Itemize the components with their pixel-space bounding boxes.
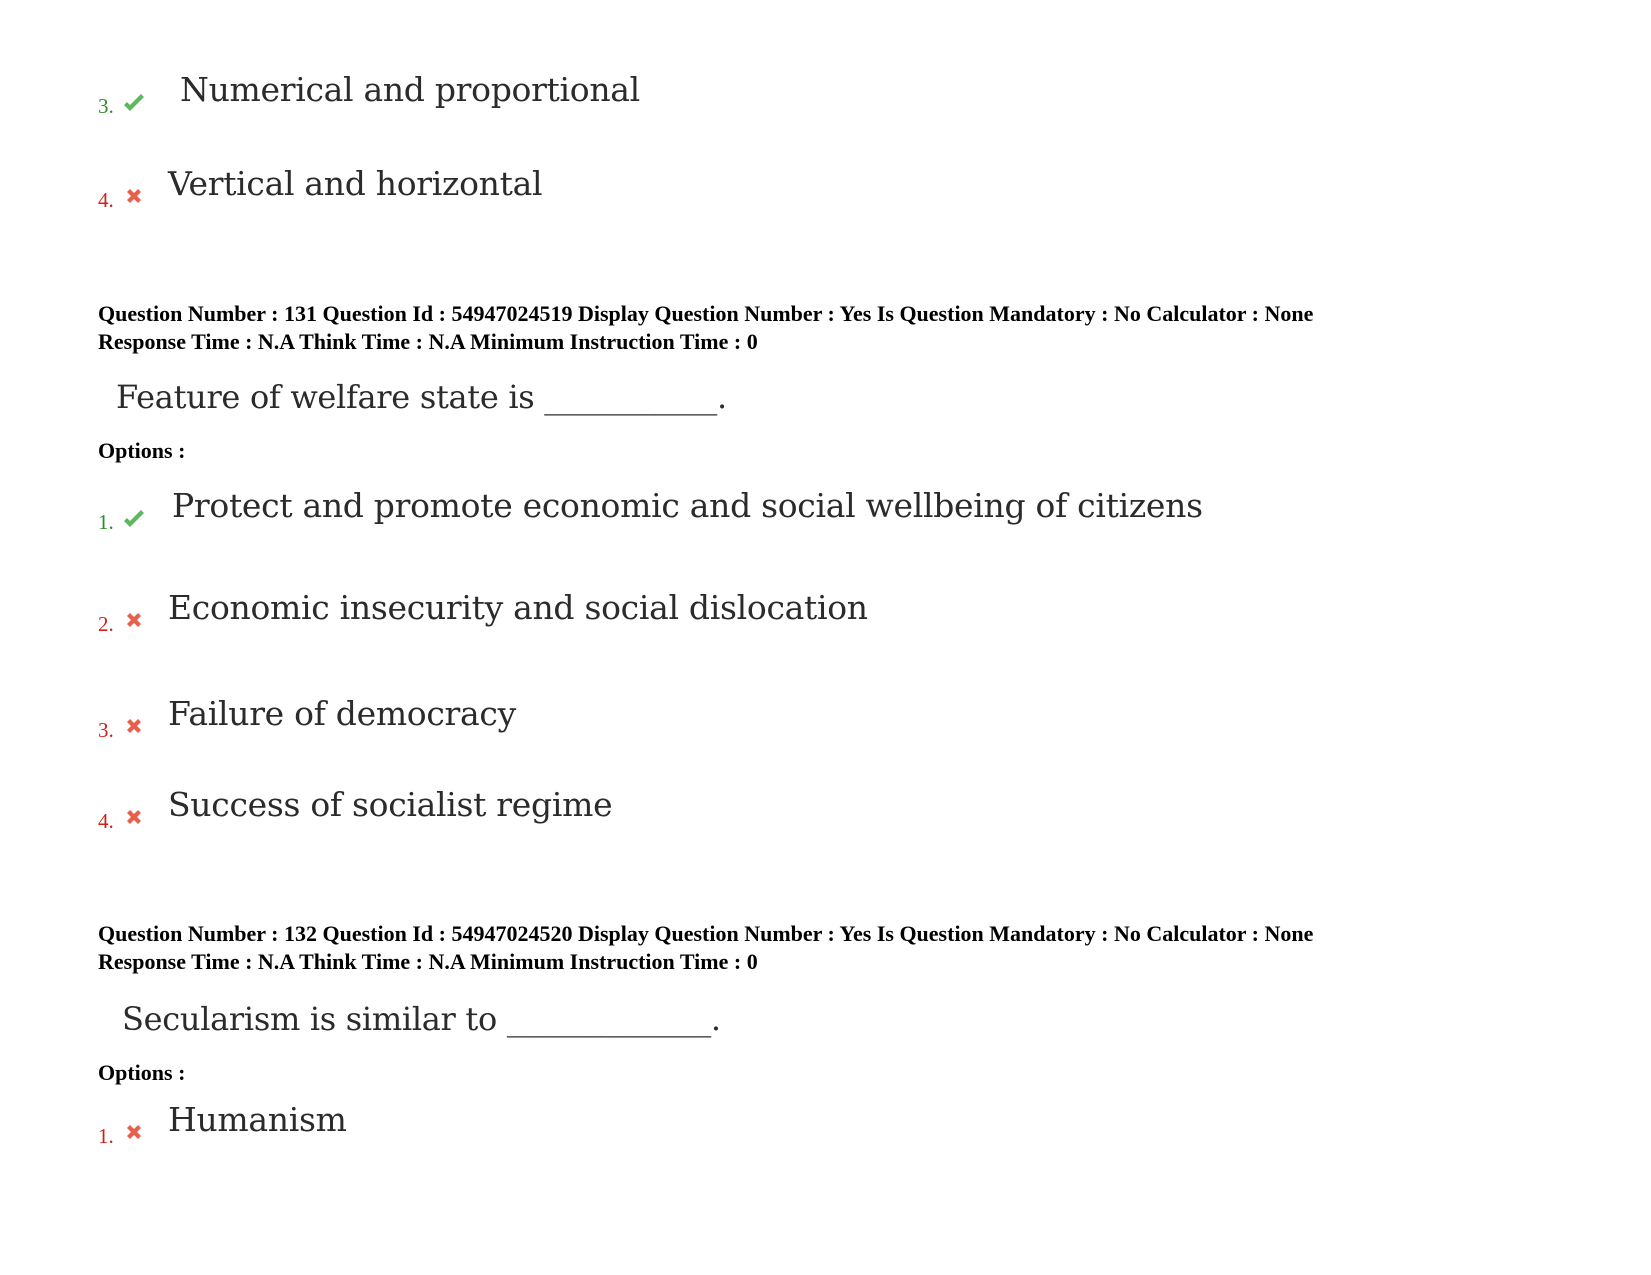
question-meta-line1: Question Number : 131 Question Id : 54947024519 Display Question Number : Yes Is Question Mandatory : No Calculator : None	[98, 301, 1314, 326]
option-text: Vertical and horizontal	[168, 164, 543, 203]
cross-icon	[124, 807, 148, 831]
option-number: 4.	[98, 809, 114, 833]
option-number: 3.	[98, 94, 114, 118]
options-label: Options :	[98, 1060, 186, 1085]
question-meta	[98, 920, 1313, 976]
cross-icon	[124, 186, 148, 210]
option-text: Numerical and proportional	[180, 70, 640, 109]
option-text: Failure of democracy	[168, 694, 516, 733]
question-meta-line2: Response Time : N.A Think Time : N.A Minimum Instruction Time : 0	[98, 949, 758, 974]
option-number: 1.	[98, 510, 114, 534]
option-text: Economic insecurity and social dislocation	[168, 588, 868, 627]
question-meta-line2: Response Time : N.A Think Time : N.A Minimum Instruction Time : 0	[98, 329, 758, 354]
option-number: 2.	[98, 612, 114, 636]
question-text: Secularism is similar to _____________.	[122, 1000, 721, 1038]
question-meta	[98, 300, 1313, 356]
option-number: 1.	[98, 1124, 114, 1148]
option-number: 4.	[98, 188, 114, 212]
option-text: Protect and promote economic and social wellbeing of citizens	[172, 486, 1203, 525]
cross-icon	[124, 716, 148, 740]
check-icon	[122, 92, 146, 116]
question-meta-line1: Question Number : 132 Question Id : 54947024520 Display Question Number : Yes Is Question Mandatory : No Calculator : None	[98, 921, 1314, 946]
option-text: Humanism	[168, 1100, 347, 1139]
option-text: Success of socialist regime	[168, 785, 613, 824]
cross-icon	[124, 610, 148, 634]
check-icon	[122, 508, 146, 532]
cross-icon	[124, 1122, 148, 1146]
options-label: Options :	[98, 438, 186, 463]
option-number: 3.	[98, 718, 114, 742]
question-text: Feature of welfare state is ___________.	[116, 378, 727, 416]
